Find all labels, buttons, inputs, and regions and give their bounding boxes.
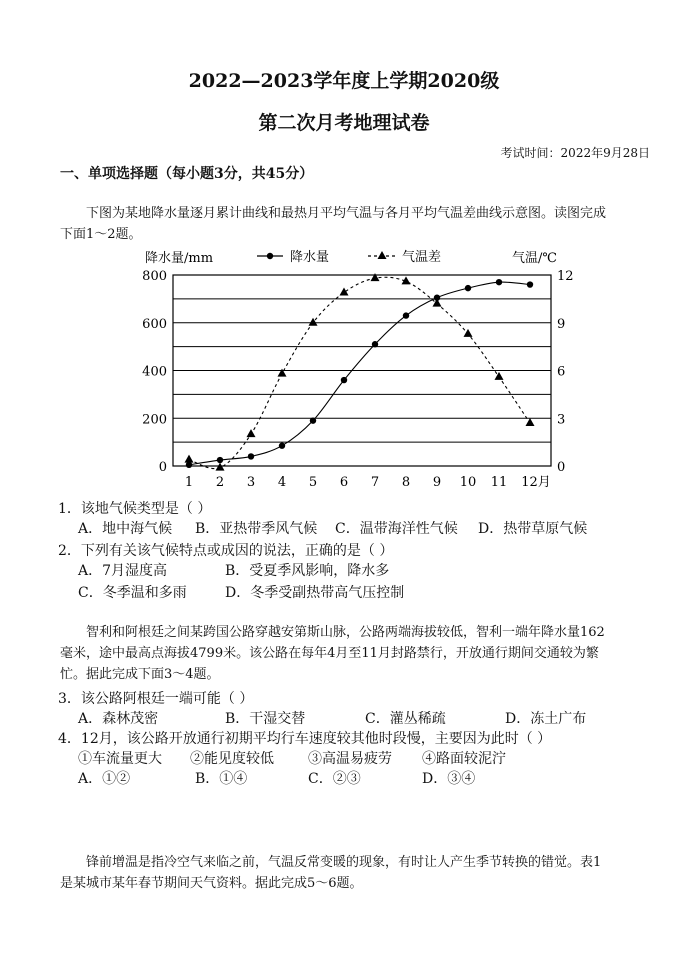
x-tick-label: 12月 (521, 475, 551, 490)
question-2-option-b[interactable]: B．受夏季风影响，降水多 (225, 563, 390, 579)
left-axis-title: 降水量/mm (145, 251, 214, 266)
exam-subtitle: 第二次月考地理试卷 (258, 112, 430, 134)
question-2-option-a[interactable]: A．7月湿度高 (78, 563, 168, 579)
precip-point (527, 281, 533, 287)
precip-point (496, 279, 502, 285)
question-4-statement-2: ②能见度较低 (190, 751, 274, 767)
passage-3 (60, 852, 665, 894)
question-2-stem: 2．下列有关该气候特点或成因的说法，正确的是（ ） (58, 543, 394, 559)
x-tick-label: 4 (277, 475, 287, 490)
left-tick-label: 400 (142, 364, 167, 380)
question-1-option-d[interactable]: D．热带草原气候 (478, 521, 588, 537)
passage-1-line: 下面1～2题。 (60, 227, 142, 242)
question-4-statement-3: ③高温易疲劳 (308, 751, 392, 767)
question-3-option-d[interactable]: D．冻土广布 (505, 711, 587, 727)
question-1-option-a[interactable]: A．地中海气候 (78, 521, 173, 537)
passage-1 (60, 203, 660, 245)
question-2-option-d[interactable]: D．冬季受副热带高气压控制 (225, 585, 405, 601)
x-tick-label: 2 (215, 475, 225, 490)
right-tick-label: 0 (557, 460, 566, 475)
tempdiff-point (278, 369, 287, 377)
question-3-option-b[interactable]: B．干湿交替 (225, 711, 306, 727)
left-tick-label: 200 (142, 412, 167, 428)
legend-precip-label: 降水量 (290, 250, 330, 265)
right-tick-label: 6 (557, 364, 566, 380)
section-heading: 一、单项选择题（每小题3分，共45分） (60, 166, 314, 182)
passage-2 (60, 622, 665, 685)
question-3-stem: 3．该公路阿根廷一端可能（ ） (58, 691, 254, 707)
passage-2-line: 忙。据此完成下面3～4题。 (60, 667, 220, 682)
left-tick-label: 0 (158, 460, 167, 475)
question-1-option-c[interactable]: C．温带海洋性气候 (335, 521, 458, 537)
right-tick-label: 3 (557, 412, 566, 428)
precip-series-line (189, 282, 530, 465)
x-tick-label: 3 (246, 475, 256, 490)
tempdiff-point (247, 429, 256, 437)
passage-1-line: 下图为某地降水量逐月累计曲线和最热月平均气温与各月平均气温差曲线示意图。读图完成 (86, 206, 607, 221)
question-3-option-c[interactable]: C．灌丛稀疏 (365, 711, 446, 727)
right-axis-title: 气温/℃ (512, 251, 557, 266)
tempdiff-point (185, 455, 194, 463)
tempdiff-series-line (189, 277, 530, 468)
x-tick-label: 5 (308, 475, 318, 490)
climate-chart (0, 240, 688, 498)
passage-3-line: 锋前增温是指冷空气来临之前，气温反常变暖的现象，有时让人产生季节转换的错觉。表1 (86, 855, 602, 870)
exam-time: 考试时间：2022年9月28日 (500, 146, 650, 160)
precip-point (465, 285, 471, 291)
passage-2-line: 毫米，途中最高点海拔4799米。该公路在每年4月至11月封路禁行，开放通行期间交通较为繁 (60, 646, 599, 661)
x-tick-label: 9 (432, 475, 442, 490)
precip-point (341, 377, 347, 383)
question-1-option-b[interactable]: B．亚热带季风气候 (195, 521, 318, 537)
question-4-option-a[interactable]: A．①② (78, 771, 131, 787)
question-4-stem: 4．12月，该公路开放通行初期平均行车速度较其他时段慢，主要因为此时（ ） (58, 731, 552, 747)
passage-3-line: 是某城市某年春节期间天气资料。据此完成5～6题。 (60, 876, 363, 891)
precip-point (217, 457, 223, 463)
precip-point (372, 341, 378, 347)
x-tick-label: 7 (370, 475, 380, 490)
legend-tempdiff-label: 气温差 (402, 250, 442, 265)
question-4-option-d[interactable]: D．③④ (422, 771, 476, 787)
question-2-option-c[interactable]: C．冬季温和多雨 (78, 585, 187, 601)
precip-point (248, 453, 254, 459)
tempdiff-point (371, 273, 380, 281)
tempdiff-point (526, 418, 535, 426)
passage-2-line: 智利和阿根廷之间某跨国公路穿越安第斯山脉，公路两端海拔较低，智利一端年降水量162 (86, 625, 605, 640)
question-4-statement-1: ①车流量更大 (78, 751, 162, 767)
x-tick-label: 1 (184, 475, 194, 490)
question-4-statement-4: ④路面较泥泞 (422, 751, 506, 767)
question-4-option-b[interactable]: B．①④ (195, 771, 248, 787)
tempdiff-point (340, 288, 349, 296)
left-tick-label: 800 (142, 269, 167, 284)
question-1-stem: 1．该地气候类型是（ ） (58, 501, 212, 517)
x-tick-label: 11 (490, 475, 508, 490)
x-tick-label: 10 (459, 475, 477, 490)
x-tick-label: 6 (339, 475, 349, 490)
left-tick-label: 600 (142, 316, 167, 332)
right-tick-label: 12 (557, 269, 574, 284)
exam-title: 2022—2023学年度上学期2020级 (188, 70, 500, 92)
tempdiff-point (433, 299, 442, 307)
question-4-option-c[interactable]: C．②③ (308, 771, 361, 787)
precip-point (310, 417, 316, 423)
x-tick-label: 8 (401, 475, 411, 490)
right-tick-label: 9 (557, 316, 566, 332)
precip-point (279, 443, 285, 449)
question-3-option-a[interactable]: A．森林茂密 (78, 711, 159, 727)
precip-point (403, 312, 409, 318)
